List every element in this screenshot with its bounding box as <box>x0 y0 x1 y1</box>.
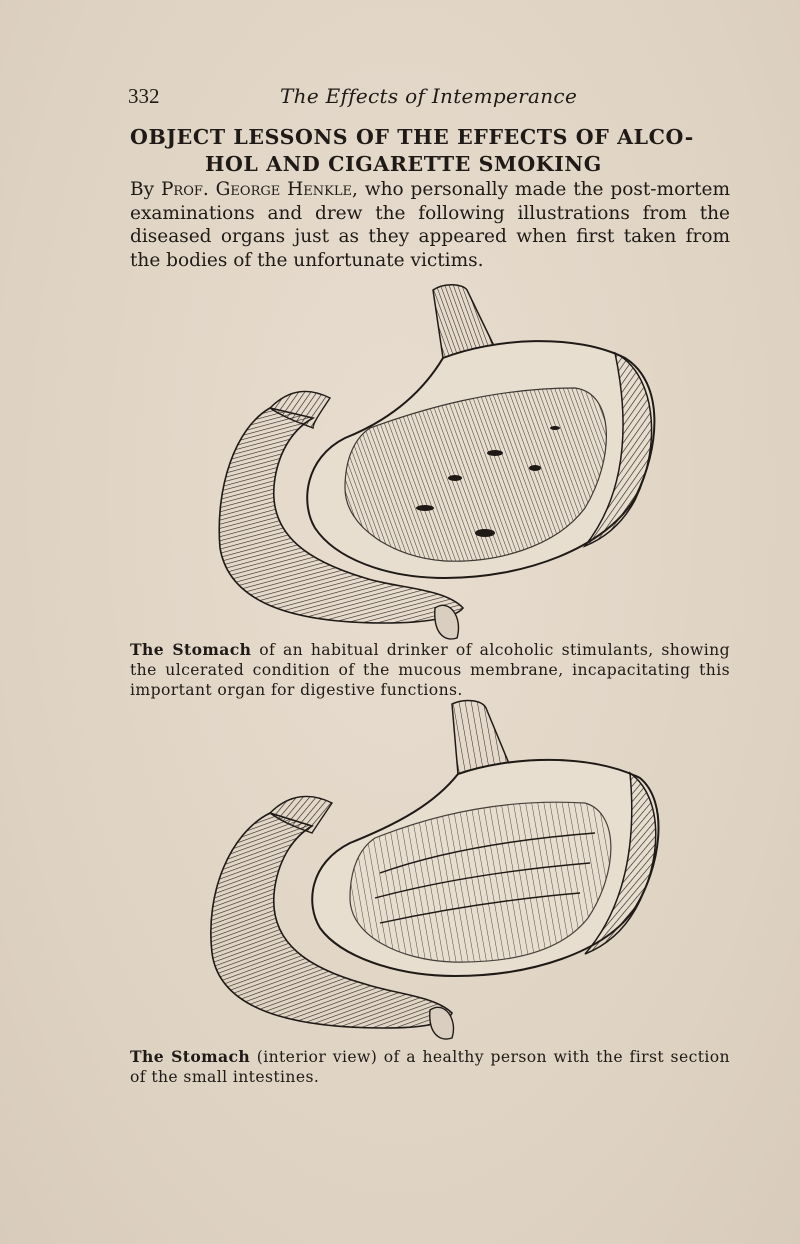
figure-2-caption-lead: The Stomach <box>130 1047 251 1066</box>
diseased-stomach-drawing <box>195 278 665 644</box>
figure-2-caption-text: (interior view) of a healthy person with the first section of the small intestines. <box>130 1048 730 1086</box>
heading-line-1: OBJECT LESSONS OF THE EFFECTS OF ALCO- <box>130 125 694 149</box>
intro-paragraph <box>130 178 730 272</box>
figure-1-caption <box>130 640 730 700</box>
healthy-stomach-drawing <box>190 698 665 1043</box>
intro-by: By <box>130 179 161 200</box>
diseased-stomach-illustration <box>195 278 665 644</box>
figure-2-caption <box>130 1047 730 1087</box>
running-head <box>128 84 608 114</box>
intro-author: Prof. George Henkle <box>160 179 352 200</box>
figure-1-caption-lead: The Stomach <box>130 640 252 659</box>
figure-1-caption-text: of an habitual drinker of alcoholic stimulants, showing the ulcerated condition of the mucous membrane, incapacitating this important organ for digestive functions. <box>130 641 730 699</box>
section-heading <box>130 124 740 178</box>
heading-line-2: HOL AND CIGARETTE SMOKING <box>205 152 602 176</box>
running-title: The Effects of Intemperance <box>280 84 578 108</box>
intro-rest: , who personally made the post-mortem examinations and drew the following illustrations from the diseased organs just as they appeared when first taken from the bodies of the unfortunate victims. <box>130 179 730 271</box>
page-number: 332 <box>128 84 160 108</box>
healthy-stomach-illustration <box>190 698 665 1043</box>
